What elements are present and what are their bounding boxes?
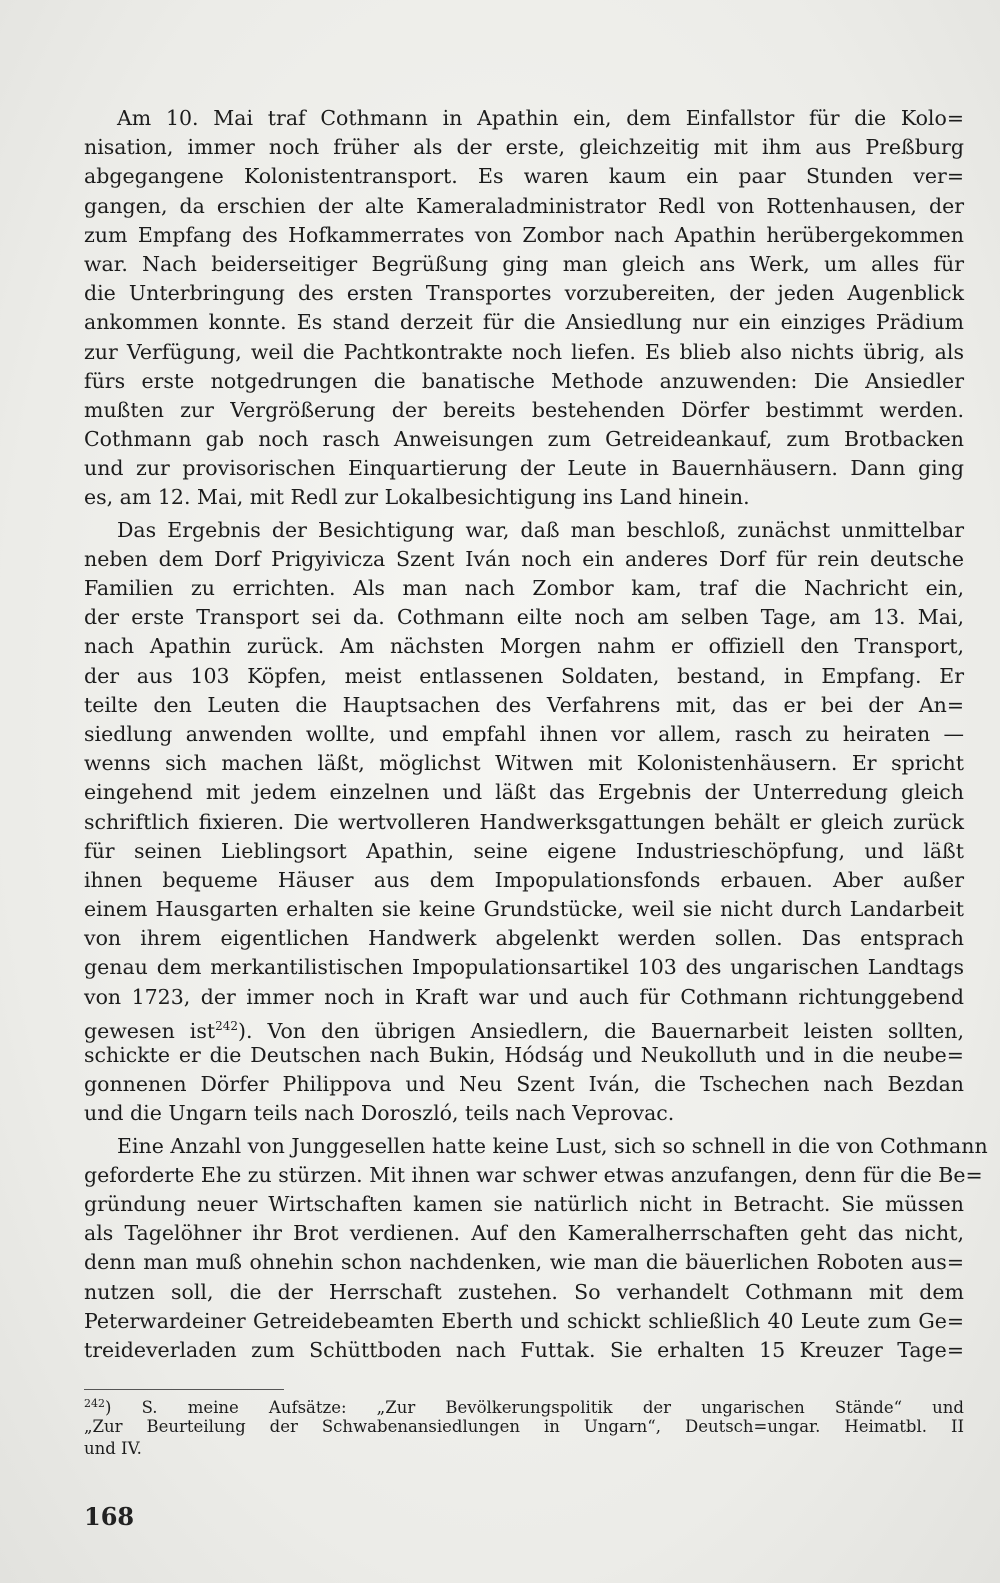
footnote-line: und IV. [84, 1439, 142, 1458]
text-line: nisation, immer noch früher als der erste, gleichzeitig mit ihm aus Preßburg [84, 135, 964, 160]
footnote-line [84, 1393, 964, 1416]
text-line: und zur provisorischen Einquartierung der Leute in Bauernhäusern. Dann ging [84, 456, 964, 481]
text-line: gangen, da erschien der alte Kameraladministrator Redl von Rottenhausen, der [84, 193, 964, 218]
text-line: schickte er die Deutschen nach Bukin, Hódság und Neukolluth und in die neube= [84, 1043, 964, 1067]
footnote-reference[interactable]: 242 [215, 1018, 239, 1033]
text-line-with-footnote-ref [84, 1012, 964, 1041]
text-line: eingehend mit jedem einzelnen und läßt das Ergebnis der Unterredung gleich [84, 780, 964, 805]
text-line: Eine Anzahl von Junggesellen hatte keine Lust, sich so schnell in die von Cothmann [117, 1133, 988, 1158]
text-fragment: ). Von den übrigen Ansiedlern, die Bauernarbeit leisten sollten, [238, 1018, 964, 1043]
text-line: schriftlich fixieren. Die wertvolleren Handwerksgattungen behält er gleich zurück [84, 809, 964, 834]
footnote [84, 1393, 964, 1461]
text-line: und die Ungarn teils nach Doroszló, teils nach Veprovac. [84, 1101, 675, 1126]
text-line: von 1723, der immer noch in Kraft war und auch für Cothmann richtunggebend [84, 984, 964, 1009]
text-line: nutzen soll, die der Herrschaft zustehen. So verhandelt Cothmann mit dem [84, 1279, 964, 1304]
text-line: einem Hausgarten erhalten sie keine Grundstücke, weil sie nicht durch Landarbeit [84, 897, 964, 922]
text-line: teilte den Leuten die Hauptsachen des Verfahrens mit, das er bei der An= [84, 692, 964, 717]
text-line: nach Apathin zurück. Am nächsten Morgen nahm er offiziell den Transport, [84, 634, 964, 659]
text-line: gründung neuer Wirtschaften kamen sie natürlich nicht in Betracht. Sie müssen [84, 1191, 964, 1216]
text-line: wenns sich machen läßt, möglichst Witwen mit Kolonistenhäusern. Er spricht [84, 751, 964, 776]
footnote-line: „Zur Beurteilung der Schwabenansiedlungen in Ungarn“, Deutsch=ungar. Heimatbl. II [84, 1416, 964, 1436]
text-line: mußten zur Vergrößerung der bereits bestehenden Dörfer bestimmt werden. [84, 397, 964, 422]
text-line: der erste Transport sei da. Cothmann eilte noch am selben Tage, am 13. Mai, [84, 605, 964, 630]
footnote-divider [84, 1389, 284, 1390]
text-line: Am 10. Mai traf Cothmann in Apathin ein, dem Einfallstor für die Kolo= [117, 106, 964, 130]
paragraph-1 [84, 104, 964, 513]
footnote-marker: 242 [84, 1397, 105, 1410]
text-line: treideverladen zum Schüttboden nach Futtak. Sie erhalten 15 Kreuzer Tage= [84, 1337, 964, 1362]
text-line: ihnen bequeme Häuser aus dem Impopulationsfonds erbauen. Aber außer [84, 867, 964, 892]
text-line: es, am 12. Mai, mit Redl zur Lokalbesichtigung ins Land hinein. [84, 485, 750, 510]
text-line: genau dem merkantilistischen Impopulationsartikel 103 des ungarischen Landtags [84, 955, 964, 980]
text-line: Das Ergebnis der Besichtigung war, daß man beschloß, zunächst unmittelbar [117, 517, 964, 542]
page-number: 168 [84, 1502, 135, 1531]
text-line: von ihrem eigentlichen Handwerk abgelenkt werden sollen. Das entsprach [84, 926, 964, 951]
paragraph-3 [84, 1132, 988, 1366]
text-line: fürs erste notgedrungen die banatische Methode anzuwenden: Die Ansiedler [84, 368, 964, 393]
text-fragment: gewesen ist [84, 1018, 216, 1043]
text-line: Familien zu errichten. Als man nach Zombor kam, traf die Nachricht ein, [84, 576, 964, 600]
text-line: für seinen Lieblingsort Apathin, seine eigene Industrieschöpfung, und läßt [84, 838, 964, 863]
text-line: gonnenen Dörfer Philippova und Neu Szent Iván, die Tschechen nach Bezdan [84, 1072, 964, 1097]
text-line: neben dem Dorf Prigyivicza Szent Iván noch ein anderes Dorf für rein deutsche [84, 546, 964, 571]
text-line: denn man muß ohnehin schon nachdenken, wie man die bäuerlichen Roboten aus= [84, 1250, 964, 1275]
text-line: der aus 103 Köpfen, meist entlassenen Soldaten, bestand, in Empfang. Er [84, 663, 964, 688]
text-line: ankommen konnte. Es stand derzeit für die Ansiedlung nur ein einziges Prädium [84, 310, 964, 335]
text-line: zur Verfügung, weil die Pachtkontrakte noch liefen. Es blieb also nichts übrig, als [84, 339, 964, 364]
text-line: die Unterbringung des ersten Transportes vorzubereiten, der jeden Augenblick [84, 281, 964, 306]
footnote-text: ) S. meine Aufsätze: „Zur Bevölkerungspolitik der ungarischen Stände“ und [105, 1398, 964, 1417]
text-line: siedlung anwenden wollte, und empfahl ihnen vor allem, rasch zu heiraten — [84, 721, 964, 746]
text-line: als Tagelöhner ihr Brot verdienen. Auf den Kameralherrschaften geht das nicht, [84, 1221, 964, 1246]
text-line: Peterwardeiner Getreidebeamten Eberth und schickt schließlich 40 Leute zum Ge= [84, 1308, 964, 1333]
text-line: zum Empfang des Hofkammerrates von Zombor nach Apathin herübergekommen [84, 222, 964, 247]
text-line: war. Nach beiderseitiger Begrüßung ging man gleich ans Werk, um alles für [84, 251, 964, 276]
text-line: abgegangene Kolonistentransport. Es waren kaum ein paar Stunden ver= [84, 164, 964, 189]
paragraph-2 [84, 516, 964, 1129]
text-line: Cothmann gab noch rasch Anweisungen zum Getreideankauf, zum Brotbacken [84, 427, 964, 452]
text-line: geforderte Ehe zu stürzen. Mit ihnen war schwer etwas anzufangen, denn für die Be= [84, 1162, 983, 1187]
main-text [84, 104, 988, 1365]
